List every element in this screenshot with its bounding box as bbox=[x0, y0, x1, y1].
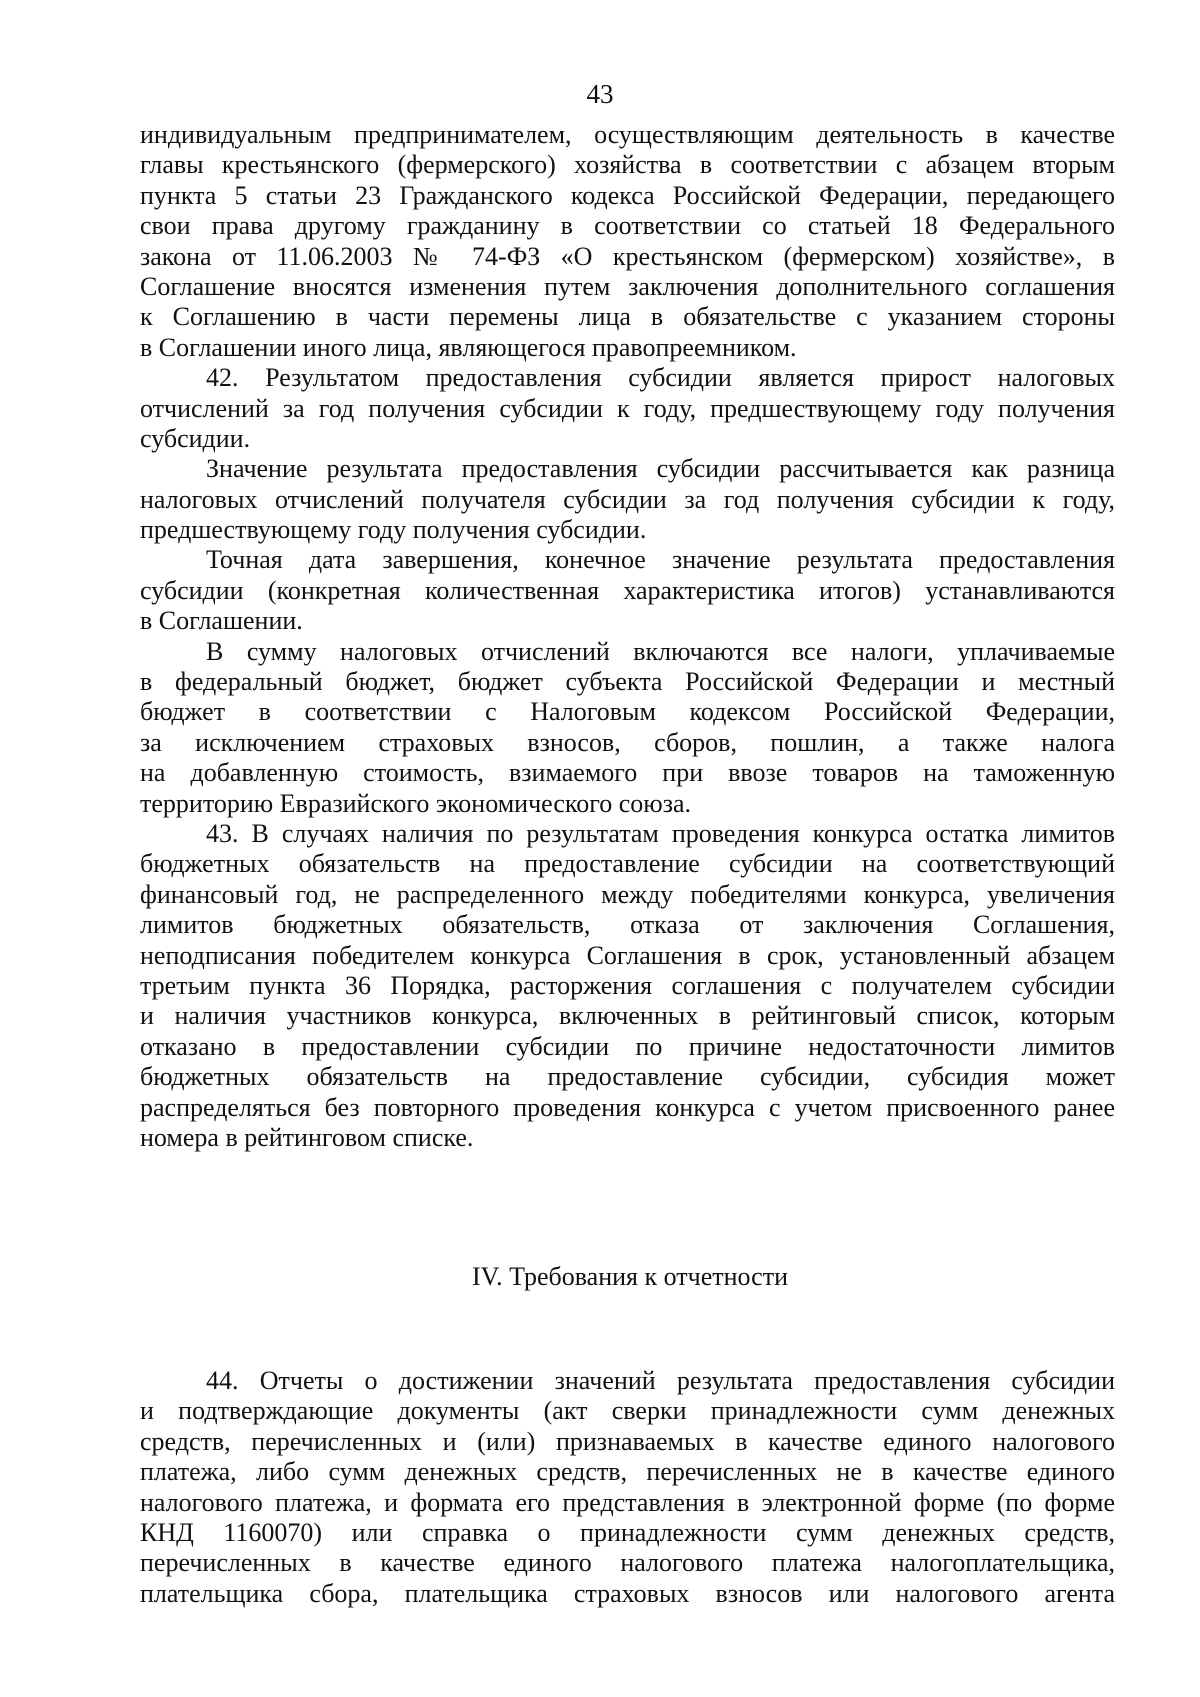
text-line: средств, перечисленных и (или) признаваемых в качестве единого налогового bbox=[140, 1426, 1115, 1456]
text-line: свои права другому гражданину в соответствии со статьей 18 Федерального bbox=[140, 211, 1115, 241]
text-line: платежа, либо сумм денежных средств, перечисленных не в качестве единого bbox=[140, 1457, 1115, 1487]
text-line: отчислений за год получения субсидии к году, предшествующему году получения bbox=[140, 393, 1115, 423]
text-line: Значение результата предоставления субсидии рассчитывается как разница bbox=[206, 454, 1115, 484]
text-block-subsidy-result bbox=[140, 120, 1115, 1153]
text-line: бюджетных обязательств на предоставление субсидии, субсидия может bbox=[140, 1062, 1115, 1092]
text-line: Соглашение вносятся изменения путем заключения дополнительного соглашения bbox=[140, 271, 1115, 301]
text-line: перечисленных в качестве единого налогового платежа налогоплательщика, bbox=[140, 1548, 1115, 1578]
text-line: лимитов бюджетных обязательств, отказа от заключения Соглашения, bbox=[140, 910, 1115, 940]
text-line: субсидии. bbox=[140, 423, 251, 453]
text-line: плательщика сбора, плательщика страховых взносов или налогового агента bbox=[140, 1578, 1115, 1608]
text-line: бюджетных обязательств на предоставление субсидии на соответствующий bbox=[140, 849, 1115, 879]
text-line: в Соглашении. bbox=[140, 606, 303, 636]
text-line: главы крестьянского (фермерского) хозяйства в соответствии с абзацем вторым bbox=[140, 150, 1115, 180]
text-line: налогового платежа, и формата его представления в электронной форме (по форме bbox=[140, 1487, 1115, 1517]
text-line: предшествующему году получения субсидии. bbox=[140, 515, 647, 545]
text-line: неподписания победителем конкурса Соглашения в срок, установленный абзацем bbox=[140, 940, 1115, 970]
paragraph-44-start: 44. Отчеты о достижении значений результата предоставления субсидии bbox=[206, 1366, 1115, 1395]
page-number: 43 bbox=[586, 79, 614, 109]
text-line: закона от 11.06.2003 № 74-ФЗ «О крестьянском (фермерском) хозяйстве», в bbox=[140, 241, 1115, 271]
text-line: пункта 5 статьи 23 Гражданского кодекса Российской Федерации, передающего bbox=[140, 180, 1115, 210]
text-line: и подтверждающие документы (акт сверки принадлежности сумм денежных bbox=[140, 1396, 1115, 1426]
text-line: налоговых отчислений получателя субсидии за год получения субсидии к году, bbox=[140, 484, 1115, 514]
text-line: территорию Евразийского экономического союза. bbox=[140, 788, 692, 818]
text-line: к Соглашению в части перемены лица в обязательстве с указанием стороны bbox=[140, 302, 1115, 332]
text-line: в федеральный бюджет, бюджет субъекта Российской Федерации и местный bbox=[140, 667, 1115, 697]
text-line: бюджет в соответствии с Налоговым кодексом Российской Федерации, bbox=[140, 697, 1115, 727]
paragraph-42-start: 42. Результатом предоставления субсидии является прирост налоговых bbox=[206, 363, 1115, 393]
paragraph-43-start: 43. В случаях наличия по результатам проведения конкурса остатка лимитов bbox=[206, 818, 1115, 848]
text-line: за исключением страховых взносов, сборов, пошлин, а также налога bbox=[140, 727, 1115, 757]
text-line: КНД 1160070) или справка о принадлежности сумм денежных средств, bbox=[140, 1517, 1115, 1547]
text-line: индивидуальным предпринимателем, осуществляющим деятельность в качестве bbox=[140, 120, 1115, 149]
text-line: распределяться без повторного проведения конкурса с учетом присвоенного ранее bbox=[140, 1092, 1115, 1122]
text-line: в Соглашении иного лица, являющегося правопреемником. bbox=[140, 332, 797, 362]
text-line: на добавленную стоимость, взимаемого при ввозе товаров на таможенную bbox=[140, 758, 1115, 788]
text-line: финансовый год, не распределенного между победителями конкурса, увеличения bbox=[140, 879, 1115, 909]
text-line: В сумму налоговых отчислений включаются все налоги, уплачиваемые bbox=[206, 636, 1115, 666]
text-block-reporting bbox=[140, 1366, 1115, 1609]
section-heading: IV. Требования к отчетности bbox=[471, 1262, 788, 1291]
text-line: третьим пункта 36 Порядка, расторжения соглашения с получателем субсидии bbox=[140, 970, 1115, 1000]
text-line: и наличия участников конкурса, включенных в рейтинговый список, которым bbox=[140, 1001, 1115, 1031]
text-line: Точная дата завершения, конечное значение результата предоставления bbox=[206, 545, 1115, 575]
text-line: отказано в предоставлении субсидии по причине недостаточности лимитов bbox=[140, 1031, 1115, 1061]
text-line: субсидии (конкретная количественная характеристика итогов) устанавливаются bbox=[140, 575, 1115, 605]
text-line: номера в рейтинговом списке. bbox=[140, 1122, 474, 1152]
